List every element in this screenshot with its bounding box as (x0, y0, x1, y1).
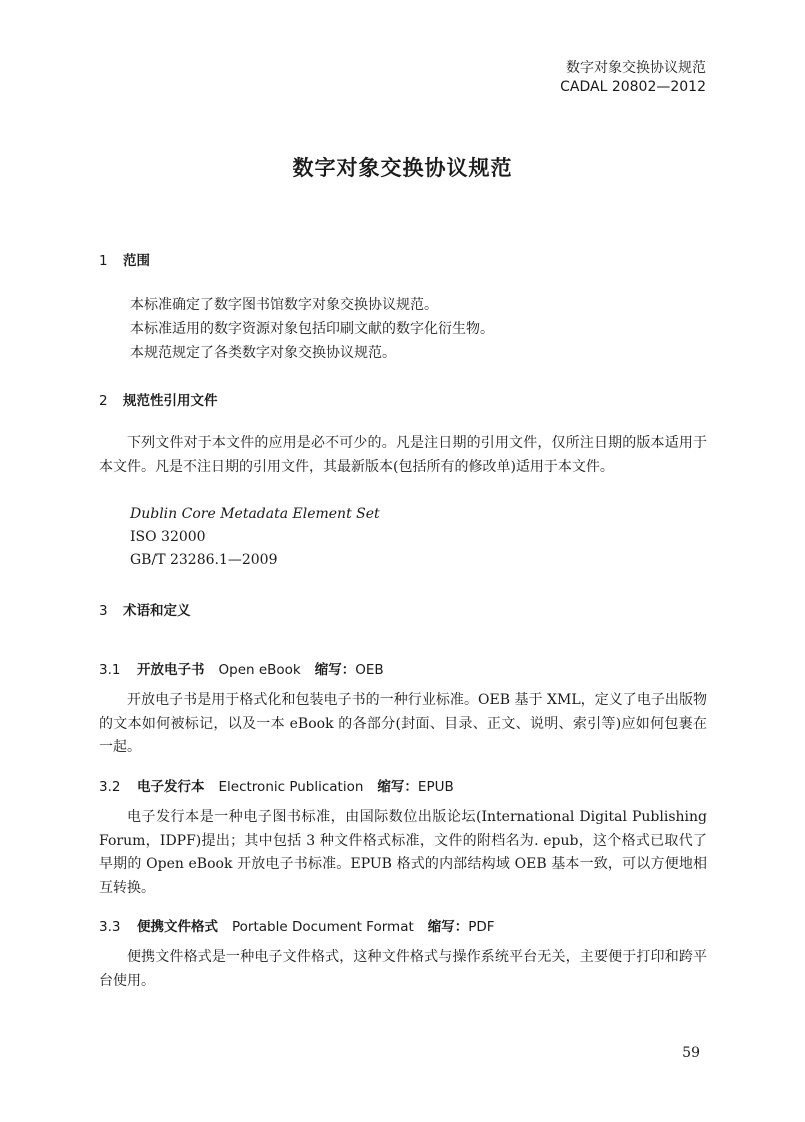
section-1-line-2: 本标准适用的数字资源对象包括印刷文献的数字化衍生物。 (130, 321, 494, 337)
subsection-3-1-heading (99, 658, 384, 678)
abbreviation-value: EPUB (417, 779, 454, 795)
section-1-line-3: 本规范规定了各类数字对象交换协议规范。 (130, 345, 396, 361)
page-title: 数字对象交换协议规范 (292, 156, 513, 180)
subsection-number: 3.2 (99, 779, 121, 795)
subsection-3-3-heading (99, 915, 495, 935)
paragraph-text: 电子发行本是一种电子图书标准，由国际数位出版论坛(International Digital Publishing Forum，IDPF)提出；其中包括 3 种文件格式标准，文件的附档名为. epub，这个格式已取代了早期的 Open eBook 开放电子书标准。EPUB 格式的内部结构域 OEB 基本一致，可以方便地相互转换。 (99, 809, 707, 896)
section-2-paragraph (99, 432, 707, 479)
term-english: Electronic Publication (218, 779, 364, 795)
subsection-3-2-heading (99, 775, 454, 795)
section-2-heading (99, 389, 218, 409)
running-header-title: 数字对象交换协议规范 (566, 60, 706, 76)
section-3-heading (99, 599, 191, 619)
section-title: 术语和定义 (123, 603, 191, 619)
subsection-number: 3.3 (99, 919, 121, 935)
abbreviation-label: 缩写： (377, 779, 418, 795)
term-english: Portable Document Format (232, 919, 414, 935)
page-number: 59 (682, 1045, 700, 1061)
abbreviation-value: PDF (468, 919, 495, 935)
term-chinese: 开放电子书 (137, 662, 205, 678)
running-header-code: CADAL 20802—2012 (560, 79, 706, 95)
subsection-number: 3.1 (99, 662, 121, 678)
section-1-line-1: 本标准确定了数字图书馆数字对象交换协议规范。 (130, 297, 438, 313)
reference-iso: ISO 32000 (130, 529, 206, 545)
subsection-3-1-paragraph (99, 689, 707, 760)
section-number: 1 (99, 253, 108, 269)
reference-gbt: GB/T 23286.1—2009 (130, 552, 278, 568)
term-chinese: 便携文件格式 (137, 919, 218, 935)
abbreviation-label: 缩写： (427, 919, 469, 935)
abbreviation-value: OEB (355, 662, 384, 678)
section-title: 范围 (123, 253, 150, 269)
subsection-3-2-paragraph (99, 806, 707, 900)
abbreviation-label: 缩写： (314, 662, 356, 678)
section-title: 规范性引用文件 (123, 393, 218, 409)
subsection-3-3-paragraph (99, 946, 707, 993)
paragraph-text: 开放电子书是用于格式化和包装电子书的一种行业标准。OEB 基于 XML，定义了电子出版物的文本如何被标记，以及一本 eBook 的各部分(封面、目录、正文、说明、索引等)应如何包裹在一起。 (99, 692, 707, 755)
paragraph-text: 便携文件格式是一种电子文件格式，这种文件格式与操作系统平台无关，主要便于打印和跨平台使用。 (99, 949, 707, 989)
section-1-heading (99, 249, 150, 269)
term-english: Open eBook (218, 662, 301, 678)
reference-dublin-core: Dublin Core Metadata Element Set (130, 506, 380, 522)
section-number: 2 (99, 393, 108, 409)
section-number: 3 (99, 603, 108, 619)
term-chinese: 电子发行本 (137, 779, 205, 795)
paragraph-text: 下列文件对于本文件的应用是必不可少的。凡是注日期的引用文件，仅所注日期的版本适用于本文件。凡是不注日期的引用文件，其最新版本(包括所有的修改单)适用于本文件。 (99, 435, 707, 475)
